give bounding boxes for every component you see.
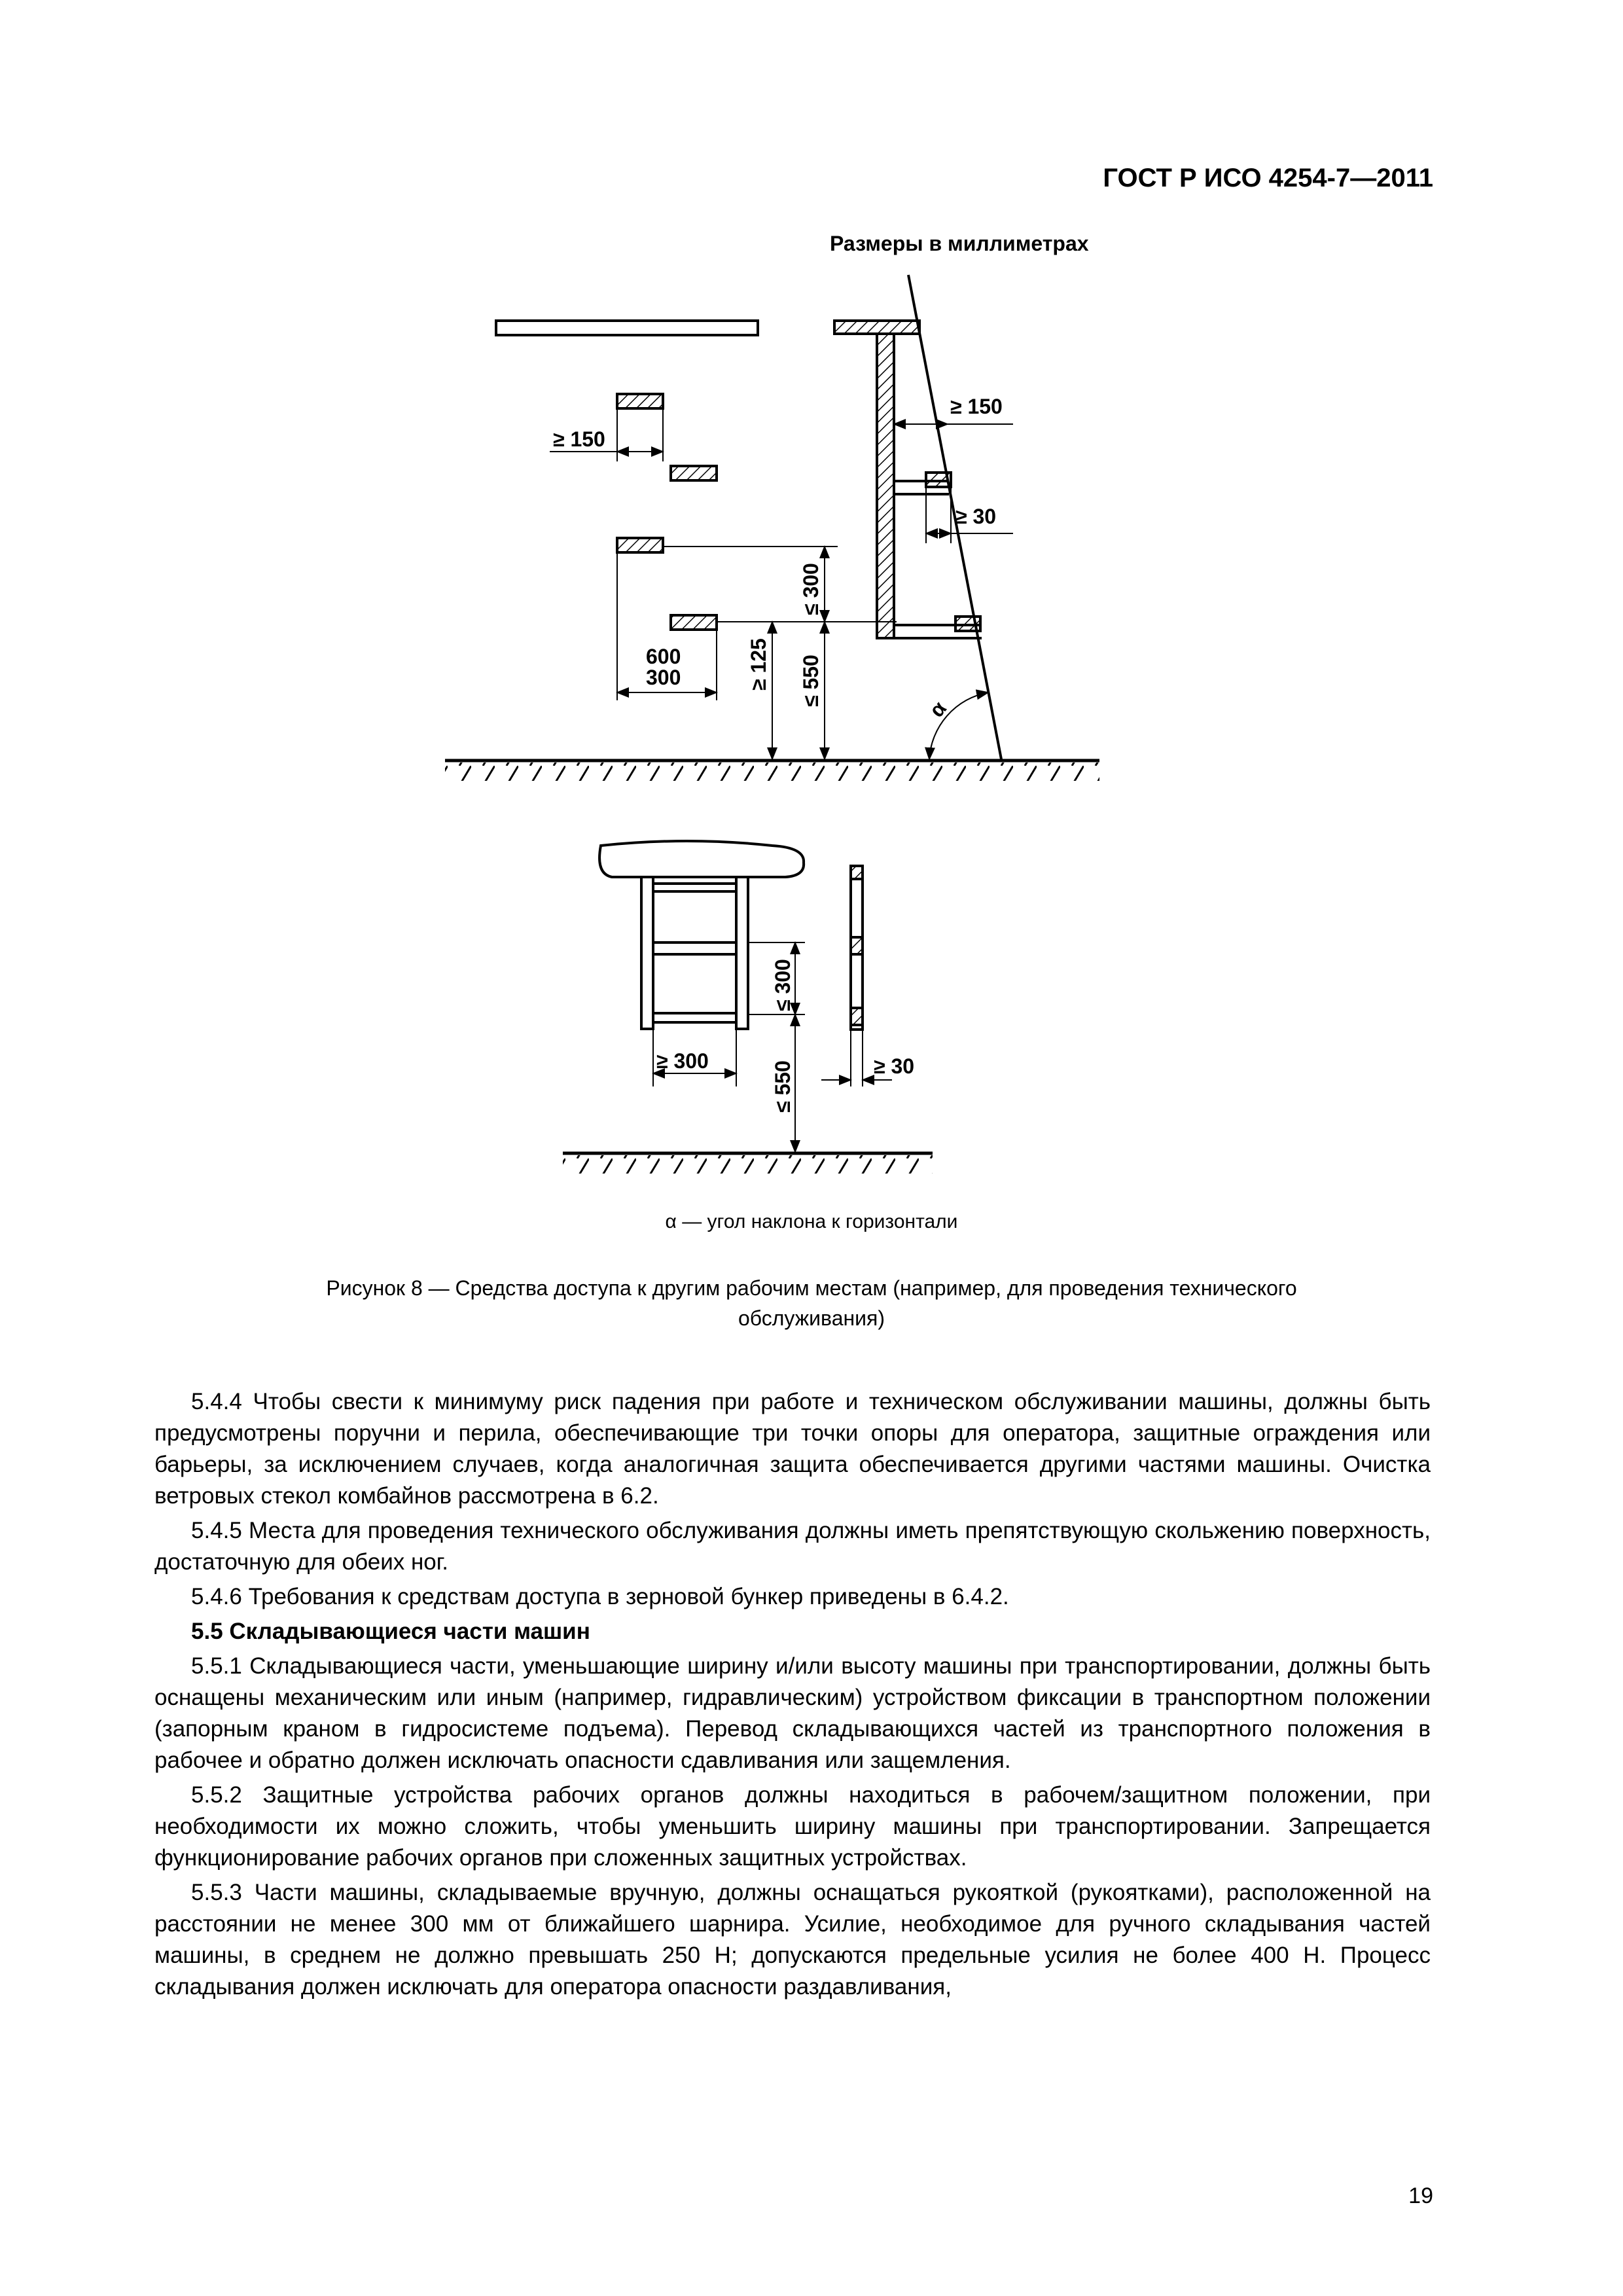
units-note: Размеры в миллиметрах [830, 232, 1089, 255]
figure-legend: α — угол наклона к горизонтали [665, 1211, 958, 1232]
alpha-label: α [924, 696, 952, 722]
dim-300: 300 [646, 666, 681, 689]
paragraph-5-5-2: 5.5.2 Защитные устройства рабочих органов должны находиться в рабочем/защитном положении, при необходимости их можно сложить, чтобы уменьшить ширину машины при транспортировании. Запрещается функционирование рабочих органов при сложенных защитных устройствах. [154, 1782, 1431, 1871]
dim-600: 600 [646, 645, 681, 668]
left-stile [641, 877, 653, 1029]
dim-ge150-left: ≥ 150 [553, 427, 605, 451]
document-header: ГОСТ Р ИСО 4254-7—2011 [1103, 164, 1433, 192]
dim-ge125: ≥ 125 [747, 638, 770, 691]
dim-ge300-lower: ≥ 300 [656, 1049, 709, 1073]
upper-left-steps-diagram [496, 321, 897, 759]
dim-ge150-right: ≥ 150 [950, 395, 1003, 418]
step-rung-4 [671, 615, 717, 630]
lower-platform [599, 841, 804, 877]
caption-line-2: обслуживания) [738, 1306, 885, 1330]
paragraph-5-4-6: 5.4.6 Требования к средствам доступа в зерновой бункер приведены в 6.4.2. [191, 1584, 1009, 1609]
step-rung-3 [617, 538, 663, 552]
paragraph-5-5-1: 5.5.1 Складывающиеся части, уменьшающие ширину и/или высоту машины при транспортировании, должны быть оснащены механическим или иным (например, гидравлическим) устройством фиксации в транспортном положении (запорным краном в гидросистеме подъема). Перевод складывающихся частей из транспортного положения в рабочее и обратно должен исключать опасности сдавливания или защемления. [154, 1653, 1431, 1773]
right-stile [736, 877, 748, 1029]
body-text [154, 1386, 1431, 2006]
lower-ladder-diagram [599, 841, 892, 1152]
dim-ge30-upper: ≥ 30 [955, 505, 997, 528]
dim-le300-upper: ≤ 300 [799, 563, 823, 615]
dim-le550-upper: ≤ 550 [799, 655, 823, 707]
step-rung-2 [671, 466, 717, 480]
paragraph-5-4-4: 5.4.4 Чтобы свести к минимуму риск падения при работе и техническом обслуживании машины, должны быть предусмотрены поручни и перила, обеспечивающие три точки опоры для оператора, защитные ограждения или барьеры, за исключением случаев, когда аналогичная защита обеспечивается другими частями машины. Очистка ветровых стекол комбайнов рассмотрена в 6.2. [154, 1389, 1431, 1509]
upper-ground [445, 761, 1099, 781]
page-number: 19 [1408, 2183, 1433, 2208]
paragraph-5-5-3: 5.5.3 Части машины, складываемые вручную, должны оснащаться рукояткой (рукоятками), расположенной на расстоянии не менее 300 мм от ближайшего шарнира. Усилие, необходимое для ручного складывания частей машины, в среднем не должно превышать 250 Н; допускаются предельные усилия не более 400 Н. Процесс складывания должен исключать для оператора опасности раздавливания, [154, 1880, 1431, 2000]
ladder-stile [877, 334, 894, 638]
dim-le300-lower: ≤ 300 [771, 959, 794, 1011]
dim-le550-lower: ≤ 550 [771, 1060, 794, 1113]
figure-caption [196, 1273, 1427, 1333]
section-heading-5-5: 5.5 Складывающиеся части машин [191, 1619, 590, 1644]
top-platform [834, 321, 919, 334]
caption-line-1: Рисунок 8 — Средства доступа к другим рабочим местам (например, для проведения технического [326, 1276, 1297, 1300]
paragraph-5-4-5: 5.4.5 Места для проведения технического обслуживания должны иметь препятствующую скольжению поверхность, достаточную для обеих ног. [154, 1518, 1431, 1575]
dim-ge30-lower: ≥ 30 [874, 1054, 915, 1078]
step-rung-1 [617, 394, 663, 408]
lower-ground [563, 1153, 933, 1174]
platform-plank [496, 321, 758, 335]
